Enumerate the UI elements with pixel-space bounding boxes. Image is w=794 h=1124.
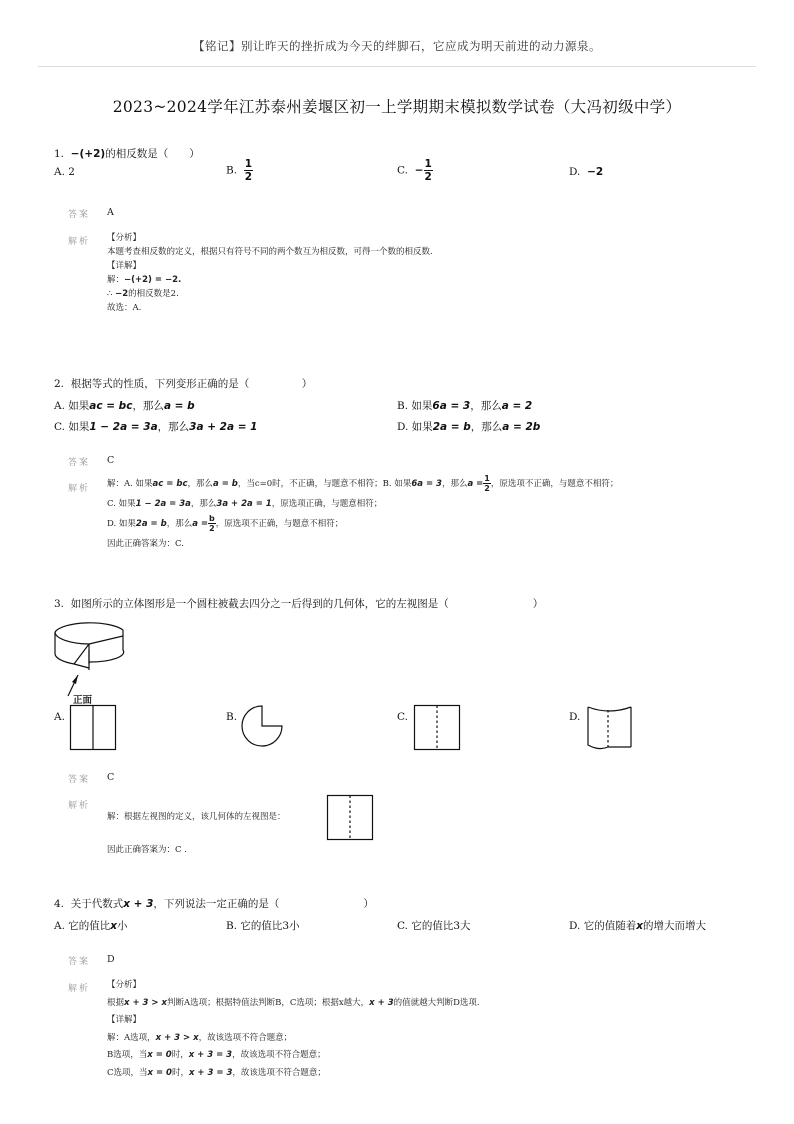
q2-a-math-2: a = b [163, 400, 195, 412]
q4-detail-line-1 [107, 1030, 480, 1048]
q3-answer: C [107, 772, 115, 783]
q1-option-b[interactable] [226, 158, 253, 183]
q4-a-math: x [110, 920, 118, 932]
q2-analysis [107, 474, 618, 554]
q1-detail-heading: 【详解】 [107, 261, 142, 271]
q1-expression: −(+2) [70, 148, 106, 160]
q4-a1-math-2: x + 3 [369, 997, 394, 1008]
q3-stem [54, 596, 543, 611]
q2-analysis-line-4: 因此正确答案为：C. [107, 539, 184, 549]
q4-a4-math-1: x = 0 [147, 1067, 172, 1078]
q2-b-pre: B. 如果 [397, 400, 433, 412]
q2-e1e: ，当c=0时，不正确，与题意不相符；B. 如果 [237, 479, 412, 489]
q2-a-mid: ，那么 [132, 400, 164, 412]
q3-analysis-line-1: 解：根据左视图的定义，该几何体的左视图是： [107, 812, 286, 822]
q3-analysis-figure [327, 795, 375, 841]
q2-e1d: a = b [213, 479, 238, 489]
q2-e3a: D. 如果 [107, 519, 136, 529]
q4-a2-post: ，故该选项不符合题意； [198, 1032, 293, 1043]
q1-c-numerator: 1 [424, 158, 432, 170]
q4-a4-pre: C选项，当 [107, 1067, 148, 1078]
q4-a4-mid: 时， [171, 1067, 189, 1078]
q1-option-d[interactable] [569, 166, 603, 178]
q4-d-math: x [636, 920, 644, 932]
q1-detail-2-post: 的相反数是2. [128, 289, 179, 299]
q2-d-math-1: 2a = b [432, 421, 471, 433]
q3-option-a-figure[interactable] [70, 705, 118, 751]
q2-e2e: ，原选项正确，与题意相符； [271, 499, 383, 509]
q4-a2-pre: 解：A选项， [107, 1032, 156, 1043]
q2-e1a: 解：A. 如果 [107, 479, 153, 489]
q2-e3b: 2a = b [135, 519, 167, 529]
q2-e3c: ，那么 [166, 519, 193, 529]
q2-option-c[interactable] [54, 419, 257, 434]
q1-stem [54, 146, 200, 161]
q2-option-b[interactable] [397, 398, 532, 413]
q1-option-d-value: −2 [587, 166, 604, 178]
q4-a1-mid: 判断A选项；根据特值法判断B，C选项；根据x越大， [166, 997, 370, 1008]
q3-analysis-line-2: 因此正确答案为：C . [107, 845, 187, 855]
q2-analysis-label: 解析 [68, 484, 91, 494]
q2-analysis-line-2 [107, 494, 618, 514]
q4-detail-line-2 [107, 1047, 480, 1065]
q4-option-c[interactable]: C. 它的值比3大 [397, 920, 471, 932]
q4-answer: D [107, 954, 115, 965]
q3-front-label: 正面 [73, 695, 93, 706]
q1-option-c-fraction [424, 158, 433, 183]
q2-e2b: 1 − 2a = 3a [135, 499, 191, 509]
q2-e3-numerator: b [209, 514, 215, 523]
q1-answer: A [107, 207, 114, 218]
q4-analysis-heading: 【分析】 [107, 980, 142, 990]
q2-e3e: ，原选项不正确，与题意不相符； [215, 519, 344, 529]
q1-option-c-label: C. [397, 164, 408, 177]
q1-detail-line-1 [107, 273, 433, 287]
q1-detail-1-pre: 解： [107, 275, 125, 285]
q2-e3-denominator: 2 [209, 524, 215, 533]
q4-a-post: 小 [117, 920, 128, 932]
motto: 【铭记】别让昨天的挫折成为今天的绊脚石，它应成为明天前进的动力源泉。 [193, 39, 601, 53]
q1-number: 1. [54, 148, 65, 160]
q4-stem-post: ，下列说法一定正确的是（ ） [153, 898, 374, 910]
q3-option-b-label[interactable]: B. [226, 711, 238, 723]
q1-detail-2-pre: ∴ [107, 289, 116, 299]
q1-analysis-heading: 【分析】 [107, 233, 142, 243]
q2-e3-fraction [208, 514, 216, 533]
q2-d-pre: D. 如果 [397, 421, 433, 433]
q4-a3-post: ，故该选项不符合题意； [232, 1050, 326, 1060]
q3-option-c-figure[interactable] [414, 705, 462, 751]
q2-e3d: a = [192, 519, 209, 529]
q4-a1-math-1: x + 3 > x [124, 997, 167, 1008]
q2-answer: C [107, 455, 115, 466]
q4-stem-pre: 关于代数式 [70, 898, 124, 910]
q2-e1b: ac = bc [152, 479, 188, 489]
q1-analysis [107, 231, 433, 315]
q4-answer-label: 答案 [68, 957, 91, 967]
q2-e1i: ，原选项不正确，与题意不相符； [490, 479, 619, 489]
q4-a3-mid: 时， [171, 1050, 189, 1060]
q1-detail-line-2 [107, 287, 433, 301]
q2-c-math-1: 1 − 2a = 3a [89, 421, 158, 433]
q2-a-pre: A. 如果 [54, 400, 90, 412]
q2-e1c: ，那么 [187, 479, 214, 489]
q4-a1-post: 的值就越大判断D选项. [393, 997, 480, 1008]
q4-d-post: 的增大而增大 [643, 920, 707, 932]
q3-option-b-figure[interactable] [240, 704, 286, 750]
q4-stem [54, 896, 374, 911]
q1-option-c[interactable] [397, 158, 433, 183]
q1-answer-label: 答案 [68, 210, 91, 220]
q2-d-mid: ，那么 [470, 421, 503, 433]
q2-e2c: ，那么 [190, 499, 217, 509]
q3-number: 3. [54, 598, 65, 610]
q2-analysis-line-3 [107, 514, 618, 534]
q3-option-d-label[interactable]: D. [569, 711, 581, 723]
q4-a4-post: ，故该选项不符合题意； [232, 1067, 326, 1078]
q1-option-b-label: B. [226, 164, 238, 177]
q4-a2-math: x + 3 > x [155, 1032, 199, 1043]
q1-detail-2-math: −2 [115, 289, 129, 299]
q2-option-d[interactable] [397, 419, 540, 434]
q3-answer-label: 答案 [68, 775, 91, 785]
q4-option-d[interactable] [569, 918, 706, 933]
q3-stem-text: 如图所示的立体图形是一个圆柱被截去四分之一后得到的几何体，它的左视图是（ ） [70, 598, 544, 610]
q2-e1-fraction [483, 474, 491, 493]
q1-option-b-fraction [244, 158, 253, 183]
q1-detail-1-math: −(+2) = −2. [124, 275, 182, 285]
q1-analysis-line: 本题考查相反数的定义，根据只有符号不同的两个数互为相反数，可得一个数的相反数. [107, 247, 433, 257]
q4-d-pre: D. 它的值随着 [569, 920, 637, 932]
q4-option-a[interactable] [54, 918, 128, 933]
q2-e1f: 6a = 3 [411, 479, 442, 489]
q4-number: 4. [54, 898, 65, 910]
q4-a3-math-1: x = 0 [147, 1050, 172, 1060]
q4-stem-math: x + 3 [123, 898, 154, 910]
q1-option-a[interactable]: A. 2 [54, 166, 75, 178]
header-divider [38, 66, 756, 67]
q3-option-d-figure[interactable] [587, 703, 635, 753]
q2-number: 2. [54, 378, 65, 390]
q4-detail-line-3 [107, 1065, 480, 1083]
q3-analysis-label: 解析 [68, 801, 91, 811]
q2-e1g: ，那么 [441, 479, 468, 489]
q1-analysis-label: 解析 [68, 237, 91, 247]
q4-detail-heading: 【详解】 [107, 1015, 142, 1025]
q2-answer-label: 答案 [68, 458, 91, 468]
q4-analysis-label: 解析 [68, 984, 91, 994]
q2-e2d: 3a + 2a = 1 [216, 499, 272, 509]
q4-a1-pre: 根据 [107, 997, 125, 1008]
q2-c-math-2: 3a + 2a = 1 [189, 421, 258, 433]
page-title: 2023~2024学年江苏泰州姜堰区初一上学期期末模拟数学试卷（大冯初级中学） [112, 98, 682, 116]
q4-analysis-line [107, 995, 480, 1013]
q1-stem-text: 的相反数是（ ） [105, 148, 200, 160]
q4-a4-math-2: x + 3 = 3 [188, 1067, 233, 1078]
q3-option-c-label[interactable]: C. [397, 711, 408, 723]
q2-stem [54, 376, 312, 391]
q2-b-math-2: a = 2 [501, 400, 533, 412]
q2-c-pre: C. 如果 [54, 421, 90, 433]
q2-analysis-line-1 [107, 474, 618, 494]
q2-e1h: a = [467, 479, 484, 489]
q4-analysis [107, 977, 480, 1082]
q2-e1-denominator: 2 [484, 484, 490, 493]
q2-e1-numerator: 1 [484, 474, 490, 483]
q1-c-sign: − [414, 164, 424, 177]
q4-option-b[interactable]: B. 它的值比3小 [226, 920, 300, 932]
q2-e2a: C. 如果 [107, 499, 136, 509]
q2-b-mid: ，那么 [470, 400, 502, 412]
q3-solid-figure [50, 612, 140, 707]
q1-detail-line-3: 故选：A. [107, 303, 142, 313]
q2-option-a[interactable] [54, 398, 195, 413]
q4-a3-pre: B选项，当 [107, 1050, 148, 1060]
q2-d-math-2: a = 2b [502, 421, 541, 433]
q1-b-denominator: 2 [244, 171, 253, 183]
q2-b-math-1: 6a = 3 [432, 400, 471, 412]
q3-option-a-label[interactable]: A. [54, 711, 65, 723]
q1-b-numerator: 1 [244, 158, 253, 170]
q1-option-d-label: D. [569, 166, 581, 178]
q4-a-pre: A. 它的值比 [54, 920, 111, 932]
q4-a3-math-2: x + 3 = 3 [188, 1050, 233, 1060]
q2-c-mid: ，那么 [157, 421, 190, 433]
q2-stem-text: 根据等式的性质，下列变形正确的是（ ） [70, 378, 313, 390]
q2-a-math-1: ac = bc [89, 400, 133, 412]
q1-c-denominator: 2 [424, 171, 432, 183]
